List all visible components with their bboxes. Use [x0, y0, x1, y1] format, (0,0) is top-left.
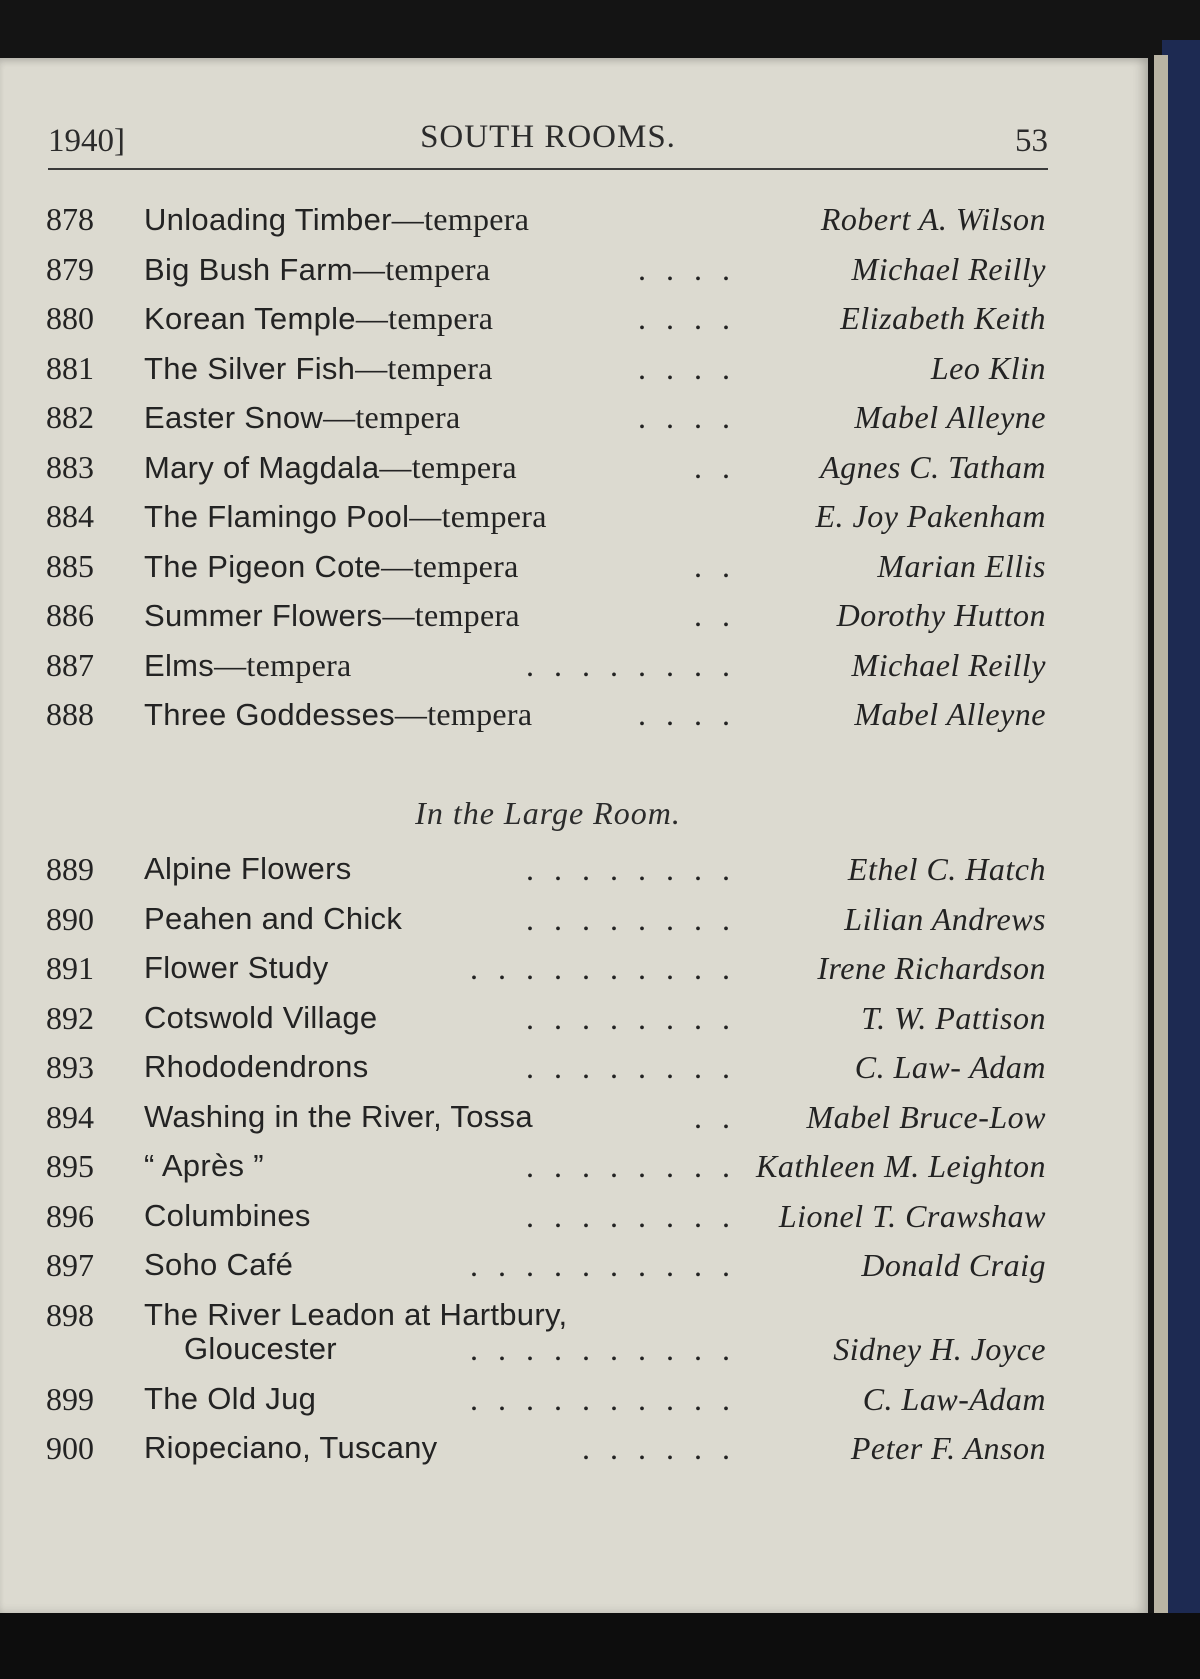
- entry-number: 897: [46, 1247, 94, 1283]
- entry-title-text: Big Bush Farm: [144, 251, 353, 287]
- entry-artist: C. Law-Adam: [862, 1380, 1046, 1417]
- entry-title: Flower Study: [144, 950, 329, 985]
- entry-number: 883: [46, 448, 94, 485]
- dot-leader: . . . . . . . .: [526, 900, 736, 937]
- entry-title: [144, 300, 493, 337]
- entry-medium: —tempera: [394, 696, 533, 732]
- dot-leader: . . . . . . . . . .: [470, 1330, 736, 1367]
- dot-leader: . . . .: [638, 250, 736, 287]
- entry-artist: T. W. Pattison: [861, 999, 1046, 1036]
- entry-artist: C. Law- Adam: [854, 1049, 1046, 1085]
- large-room-list: [46, 847, 1046, 1476]
- entry-title: [144, 597, 520, 634]
- entry-title: [144, 251, 490, 288]
- entry-artist: Robert A. Wilson: [820, 201, 1046, 237]
- entry-medium: —tempera: [323, 399, 461, 435]
- dot-leader: . . . .: [638, 300, 736, 336]
- entry-title-text: Mary of Magdala: [144, 449, 380, 485]
- catalogue-entry: [46, 1377, 1046, 1427]
- entry-title-text: Three Goddesses: [144, 697, 395, 732]
- entry-title: The Old Jug: [144, 1380, 317, 1416]
- entry-medium: —tempera: [352, 250, 491, 287]
- entry-artist: Irene Richardson: [817, 950, 1046, 986]
- entry-number: 882: [46, 399, 94, 435]
- entry-title-text: Summer Flowers: [144, 598, 383, 633]
- catalogue-entry: [46, 494, 1046, 544]
- entry-title: Alpine Flowers: [144, 851, 352, 886]
- dot-leader: . . . . . . . .: [526, 851, 736, 887]
- dot-leader: . . . .: [638, 696, 736, 732]
- dark-background: [0, 1613, 1200, 1679]
- dot-leader: . . . . . . . .: [526, 999, 736, 1036]
- entry-number: 894: [46, 1098, 94, 1135]
- dot-leader: . . . .: [638, 399, 736, 435]
- catalogue-entry: [46, 247, 1046, 297]
- catalogue-entry: [46, 996, 1046, 1046]
- entry-number: 898: [46, 1296, 94, 1333]
- entry-artist: Agnes C. Tatham: [820, 448, 1046, 485]
- entry-artist: E. Joy Pakenham: [815, 498, 1046, 534]
- section-subheading: In the Large Room.: [415, 795, 681, 831]
- entry-title: [144, 449, 517, 486]
- header-year: 1940]: [48, 123, 125, 159]
- entry-number: 888: [46, 696, 94, 732]
- entry-artist: Mabel Bruce-Low: [806, 1098, 1046, 1135]
- entry-title: [144, 350, 493, 387]
- catalogue-entry: [46, 296, 1046, 346]
- entry-title-text: Elms: [144, 647, 215, 683]
- entry-artist: Michael Reilly: [851, 646, 1046, 683]
- catalogue-entry: [46, 593, 1046, 643]
- entry-medium: —tempera: [382, 597, 520, 633]
- dot-leader: . . . . . . . .: [526, 646, 736, 683]
- entry-number: 892: [46, 999, 94, 1036]
- entry-title-text: The Flamingo Pool: [144, 499, 410, 534]
- entry-title: [144, 696, 532, 733]
- dot-leader: . . . . . . . . . .: [470, 1247, 736, 1283]
- entry-number: 889: [46, 851, 94, 887]
- entry-title: The River Leadon at Hartbury,: [144, 1296, 568, 1332]
- entry-title-continued: Gloucester: [184, 1330, 337, 1366]
- catalogue-entry: [46, 346, 1046, 396]
- entry-title-text: Korean Temple: [144, 301, 356, 336]
- header-title: SOUTH ROOMS.: [420, 119, 676, 155]
- entry-artist: Michael Reilly: [851, 250, 1046, 287]
- entry-artist: Donald Craig: [861, 1247, 1046, 1283]
- entry-number: 893: [46, 1049, 94, 1085]
- entry-title: Peahen and Chick: [144, 900, 403, 936]
- catalogue-entry: [46, 445, 1046, 495]
- entry-title: [144, 498, 547, 535]
- entry-number: 881: [46, 349, 94, 386]
- page-number: 53: [1015, 123, 1048, 159]
- catalogue-entry: [46, 395, 1046, 445]
- entry-number: 891: [46, 950, 94, 986]
- entry-title-text: Easter Snow: [144, 400, 324, 435]
- dot-leader: . . . . . . . .: [526, 1148, 736, 1184]
- entry-artist: Elizabeth Keith: [840, 300, 1046, 336]
- entry-medium: —tempera: [379, 448, 517, 485]
- dot-leader: . . . . . . . .: [526, 1197, 736, 1234]
- dot-leader: . . . . . .: [582, 1430, 736, 1466]
- dot-leader: . . . . . . . . . .: [470, 950, 736, 986]
- dot-leader: . .: [694, 597, 736, 633]
- entry-title: Rhododendrons: [144, 1049, 369, 1084]
- entry-medium: —tempera: [409, 498, 547, 534]
- entry-number: 880: [46, 300, 94, 336]
- entry-number: 884: [46, 498, 94, 534]
- entry-title: “ Après ”: [144, 1148, 264, 1183]
- entry-artist: Sidney H. Joyce: [833, 1330, 1046, 1367]
- dot-leader: . .: [694, 1098, 736, 1135]
- dot-leader: . . . . . . . . . .: [470, 1380, 736, 1417]
- entry-number: 890: [46, 900, 94, 937]
- entry-artist: Lilian Andrews: [844, 900, 1046, 937]
- entry-artist: Peter F. Anson: [850, 1430, 1046, 1466]
- entry-artist: Kathleen M. Leighton: [756, 1148, 1046, 1184]
- dot-leader: . .: [694, 547, 736, 584]
- entry-title: Soho Café: [144, 1247, 294, 1282]
- running-header: [48, 113, 1048, 173]
- entry-artist: Leo Klin: [930, 349, 1046, 386]
- dot-leader: . . . . . . . .: [526, 1049, 736, 1085]
- entry-title-text: The Pigeon Cote: [144, 548, 382, 584]
- entry-medium: —tempera: [214, 646, 352, 683]
- entry-medium: —tempera: [355, 349, 493, 386]
- entry-number: 886: [46, 597, 94, 633]
- entry-number: 900: [46, 1430, 94, 1466]
- catalogue-entry: [46, 692, 1046, 742]
- catalogue-entry: [46, 643, 1046, 693]
- catalogue-entry: [46, 1243, 1046, 1293]
- catalogue-entry: [46, 1045, 1046, 1095]
- entry-title: Riopeciano, Tuscany: [144, 1430, 438, 1465]
- entry-number: 885: [46, 547, 94, 584]
- catalogue-entry: [46, 197, 1046, 247]
- entry-title-text: Unloading Timber: [144, 202, 392, 237]
- entry-number: 896: [46, 1197, 94, 1234]
- entry-artist: Ethel C. Hatch: [847, 851, 1046, 887]
- catalogue-entry: [46, 1144, 1046, 1194]
- entry-number: 879: [46, 250, 94, 287]
- entry-medium: —tempera: [381, 547, 519, 584]
- entry-number: 895: [46, 1148, 94, 1184]
- entry-title: [144, 548, 519, 585]
- entry-artist: Dorothy Hutton: [836, 597, 1046, 633]
- catalogue-entry: [46, 1426, 1046, 1476]
- dot-leader: . .: [694, 448, 736, 485]
- catalogue-entry: [46, 544, 1046, 594]
- south-rooms-list: [46, 197, 1046, 742]
- entry-number: 899: [46, 1380, 94, 1417]
- entry-title: [144, 399, 461, 436]
- header-rule: [48, 168, 1048, 170]
- entry-title: Columbines: [144, 1197, 311, 1233]
- entry-artist: Mabel Alleyne: [854, 696, 1046, 732]
- entry-title: [144, 201, 529, 238]
- dot-leader: . . . .: [638, 349, 736, 386]
- entry-medium: —tempera: [355, 300, 494, 336]
- catalogue-entry: [46, 1095, 1046, 1145]
- entry-number: 887: [46, 646, 94, 683]
- entry-title: [144, 647, 352, 684]
- entry-artist: Marian Ellis: [877, 547, 1046, 584]
- entry-title: Washing in the River, Tossa: [144, 1098, 533, 1134]
- entry-title-text: The Silver Fish: [144, 350, 356, 386]
- catalogue-entry: [46, 1293, 1046, 1377]
- entry-number: 878: [46, 201, 94, 237]
- catalogue-entry: [46, 897, 1046, 947]
- entry-artist: Lionel T. Crawshaw: [778, 1197, 1046, 1234]
- page-block-edge: [1154, 55, 1168, 1615]
- catalogue-entry: [46, 1194, 1046, 1244]
- entry-medium: —tempera: [391, 201, 530, 237]
- entry-title: Cotswold Village: [144, 999, 378, 1035]
- catalogue-entry: [46, 946, 1046, 996]
- entry-artist: Mabel Alleyne: [854, 399, 1046, 435]
- catalogue-entry: [46, 847, 1046, 897]
